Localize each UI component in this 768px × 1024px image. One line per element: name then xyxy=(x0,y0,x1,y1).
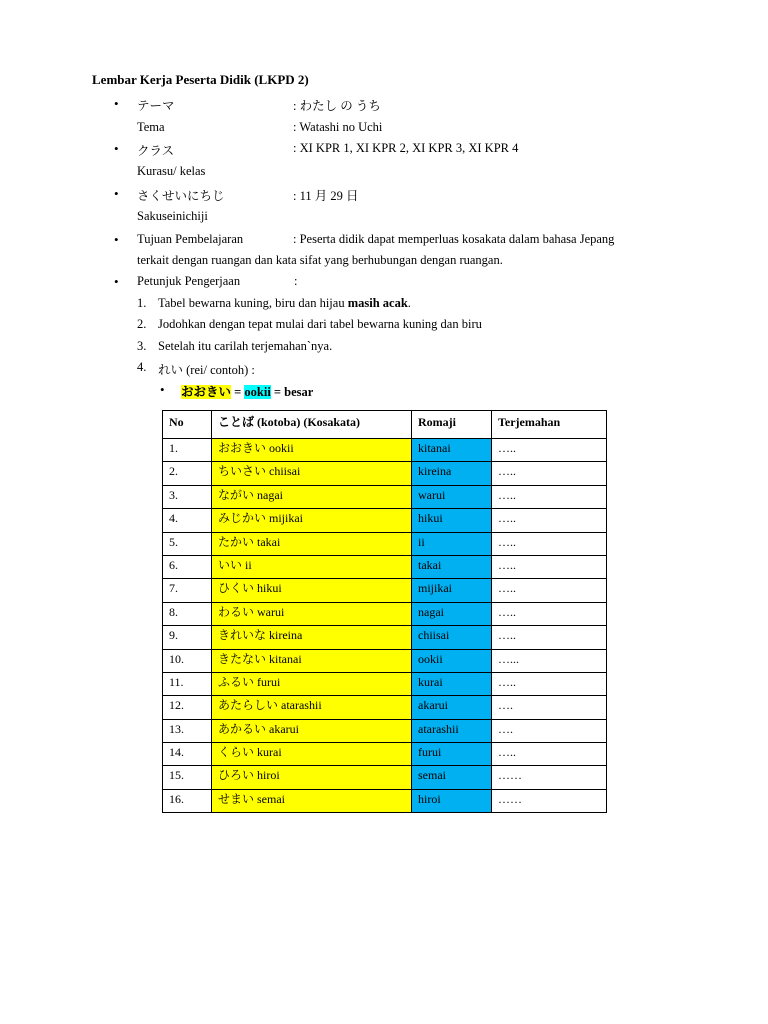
cell-terjemahan: …... xyxy=(492,649,607,672)
cell-romaji: hiroi xyxy=(412,789,492,812)
petunjuk-item-2 xyxy=(0,317,768,335)
cell-no: 7. xyxy=(163,579,212,602)
cell-terjemahan: ….. xyxy=(492,555,607,578)
cell-kotoba: いい ii xyxy=(212,555,412,578)
cell-terjemahan: ….. xyxy=(492,485,607,508)
cell-kotoba: せまい semai xyxy=(212,789,412,812)
cell-romaji: akarui xyxy=(412,696,492,719)
tujuan-row xyxy=(0,232,768,250)
example-row xyxy=(0,382,768,400)
table-row xyxy=(163,789,607,812)
cell-no: 5. xyxy=(163,532,212,555)
bullet-icon: • xyxy=(114,274,119,289)
petunjuk-label: Petunjuk Pengerjaan xyxy=(137,274,241,288)
cell-romaji: furui xyxy=(412,743,492,766)
cell-romaji: takai xyxy=(412,555,492,578)
cell-romaji: atarashii xyxy=(412,719,492,742)
cell-no: 1. xyxy=(163,439,212,462)
tujuan-label: Tujuan Pembelajaran xyxy=(137,232,244,246)
cell-terjemahan: ….. xyxy=(492,509,607,532)
cell-kotoba: きたない kitanai xyxy=(212,649,412,672)
cell-terjemahan: …. xyxy=(492,719,607,742)
table-row xyxy=(163,509,607,532)
table-row xyxy=(163,626,607,649)
table-row xyxy=(163,743,607,766)
cell-romaji: hikui xyxy=(412,509,492,532)
item-text: れい (rei/ contoh) : xyxy=(158,363,255,377)
info-sub-row-kelas xyxy=(0,164,768,182)
cell-romaji: ookii xyxy=(412,649,492,672)
item-number: 4. xyxy=(137,360,147,374)
example-romaji: ookii xyxy=(244,385,271,399)
cell-kotoba: ちいさい chiisai xyxy=(212,462,412,485)
info-sub-value: : Watashi no Uchi xyxy=(293,120,383,134)
cell-no: 10. xyxy=(163,649,212,672)
cell-kotoba: ながい nagai xyxy=(212,485,412,508)
cell-terjemahan: ….. xyxy=(492,439,607,462)
info-sub-label: Sakuseinichiji xyxy=(137,209,208,223)
info-label: クラス xyxy=(137,144,175,158)
item-number: 3. xyxy=(137,339,147,353)
info-row-tanggal xyxy=(0,186,768,204)
info-value: : XI KPR 1, XI KPR 2, XI KPR 3, XI KPR 4 xyxy=(293,141,519,155)
item-text-end: . xyxy=(407,296,411,310)
info-sub-row-tanggal xyxy=(0,209,768,227)
tujuan-cont-row xyxy=(0,253,768,271)
cell-romaji: kitanai xyxy=(412,439,492,462)
item-number: 2. xyxy=(137,317,147,331)
bullet-icon: • xyxy=(160,382,165,397)
item-text: Setelah itu carilah terjemahan`nya. xyxy=(158,339,333,353)
cell-no: 4. xyxy=(163,509,212,532)
bullet-icon: • xyxy=(114,96,119,111)
example-equals: = xyxy=(231,385,245,399)
cell-no: 15. xyxy=(163,766,212,789)
petunjuk-item-4 xyxy=(0,360,768,378)
info-row-kelas xyxy=(0,141,768,159)
info-value: : 11 月 29 日 xyxy=(293,189,359,203)
item-text-bold: masih acak xyxy=(347,296,408,310)
item-number: 1. xyxy=(137,296,147,310)
cell-kotoba: くらい kurai xyxy=(212,743,412,766)
example-japanese: おおきい xyxy=(181,385,232,399)
cell-no: 13. xyxy=(163,719,212,742)
table-row xyxy=(163,439,607,462)
table-row xyxy=(163,532,607,555)
cell-no: 2. xyxy=(163,462,212,485)
cell-romaji: kurai xyxy=(412,672,492,695)
cell-terjemahan: ….. xyxy=(492,532,607,555)
info-label: さくせいにちじ xyxy=(137,189,225,203)
cell-kotoba: ひくい hikui xyxy=(212,579,412,602)
table-row xyxy=(163,649,607,672)
cell-romaji: ii xyxy=(412,532,492,555)
vocab-table xyxy=(162,410,607,813)
item-text: Jodohkan dengan tepat mulai dari tabel bewarna kuning dan biru xyxy=(158,317,482,331)
table-row xyxy=(163,462,607,485)
table-row xyxy=(163,719,607,742)
cell-kotoba: ひろい hiroi xyxy=(212,766,412,789)
table-row xyxy=(163,579,607,602)
example-meaning: = besar xyxy=(270,385,314,399)
cell-romaji: nagai xyxy=(412,602,492,625)
cell-no: 16. xyxy=(163,789,212,812)
table-body xyxy=(163,439,607,813)
bullet-icon: • xyxy=(114,186,119,201)
table-row xyxy=(163,485,607,508)
cell-kotoba: おおきい ookii xyxy=(212,439,412,462)
cell-romaji: chiisai xyxy=(412,626,492,649)
info-sub-label: Kurasu/ kelas xyxy=(137,164,206,178)
table-row xyxy=(163,672,607,695)
cell-no: 14. xyxy=(163,743,212,766)
cell-romaji: warui xyxy=(412,485,492,508)
page-title: Lembar Kerja Peserta Didik (LKPD 2) xyxy=(92,72,309,87)
tujuan-value: : Peserta didik dapat memperluas kosakata dalam bahasa Jepang xyxy=(293,232,615,246)
header-kotoba: ことば (kotoba) (Kosakata) xyxy=(212,411,412,439)
header-romaji: Romaji xyxy=(412,411,492,439)
table-row xyxy=(163,555,607,578)
cell-terjemahan: ….. xyxy=(492,743,607,766)
cell-terjemahan: ….. xyxy=(492,672,607,695)
cell-no: 3. xyxy=(163,485,212,508)
header-no: No xyxy=(163,411,212,439)
bullet-icon: • xyxy=(114,141,119,156)
cell-terjemahan: ….. xyxy=(492,579,607,602)
cell-kotoba: あかるい akarui xyxy=(212,719,412,742)
table-header-row xyxy=(163,411,607,439)
cell-kotoba: たかい takai xyxy=(212,532,412,555)
cell-romaji: kireina xyxy=(412,462,492,485)
info-sub-row-tema xyxy=(0,120,768,138)
cell-no: 12. xyxy=(163,696,212,719)
cell-terjemahan: ….. xyxy=(492,626,607,649)
cell-kotoba: きれいな kireina xyxy=(212,626,412,649)
petunjuk-row xyxy=(0,274,768,292)
item-text xyxy=(158,296,411,311)
cell-terjemahan: …. xyxy=(492,696,607,719)
cell-kotoba: みじかい mijikai xyxy=(212,509,412,532)
cell-terjemahan: …… xyxy=(492,789,607,812)
item-text-part: Tabel bewarna kuning, biru dan hijau xyxy=(158,296,348,310)
cell-kotoba: ふるい furui xyxy=(212,672,412,695)
cell-no: 6. xyxy=(163,555,212,578)
info-label: テーマ xyxy=(137,99,175,113)
cell-terjemahan: …… xyxy=(492,766,607,789)
petunjuk-item-1 xyxy=(0,296,768,314)
info-sub-label: Tema xyxy=(137,120,165,134)
bullet-icon: • xyxy=(114,232,119,247)
petunjuk-item-3 xyxy=(0,339,768,357)
cell-kotoba: あたらしい atarashii xyxy=(212,696,412,719)
example-text xyxy=(181,382,313,400)
cell-no: 11. xyxy=(163,672,212,695)
cell-romaji: semai xyxy=(412,766,492,789)
cell-terjemahan: ….. xyxy=(492,602,607,625)
cell-no: 9. xyxy=(163,626,212,649)
info-row-tema xyxy=(0,96,768,114)
table-row xyxy=(163,696,607,719)
cell-romaji: mijikai xyxy=(412,579,492,602)
table-row xyxy=(163,766,607,789)
header-terjemahan: Terjemahan xyxy=(492,411,607,439)
cell-kotoba: わるい warui xyxy=(212,602,412,625)
info-value: : わたし の うち xyxy=(293,99,381,113)
table-row xyxy=(163,602,607,625)
petunjuk-colon: : xyxy=(294,274,298,288)
cell-terjemahan: ….. xyxy=(492,462,607,485)
tujuan-continuation: terkait dengan ruangan dan kata sifat yang berhubungan dengan ruangan. xyxy=(137,253,503,267)
cell-no: 8. xyxy=(163,602,212,625)
